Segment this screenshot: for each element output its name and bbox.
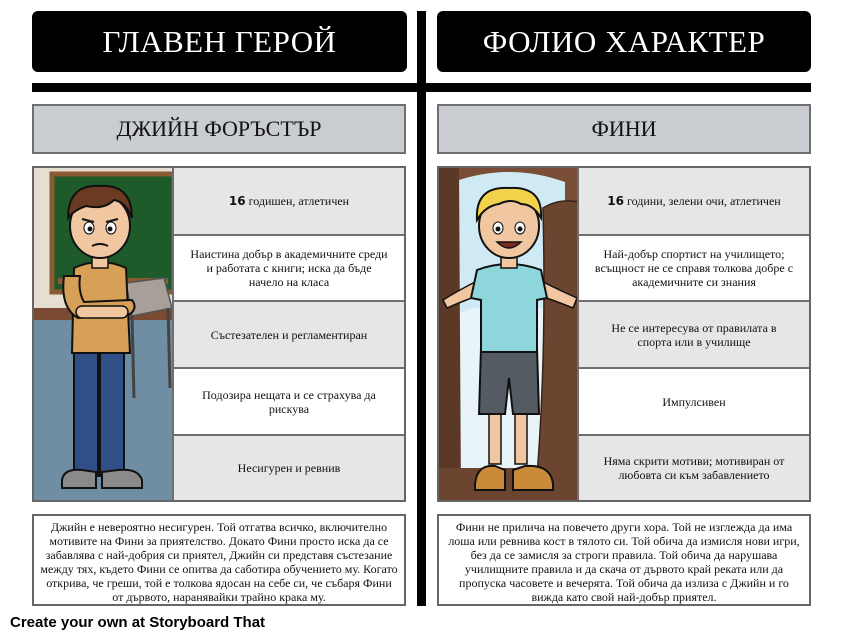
trait-text: Няма скрити мотиви; мотивиран от любовта си към забавлението <box>603 454 785 482</box>
protagonist-trait-2 <box>174 236 404 300</box>
trait-age: 16 <box>607 194 624 208</box>
foil-description: Фини не прилича на повечето други хора. Той не изглежда да има лоша или ревнива кост в тялото си. Той обича да измисля нови игри, без да се замисля за строги правила. Той обича да нарушава училищните правила и да скача от дървото край реката или да пропуска часовете и вечерята. Той обича да излиза с Джийн и го вижда като свой най-добър приятел. <box>437 514 811 606</box>
gene-illustration <box>34 168 174 500</box>
trait-text: Не се интересува от правилата в спорта или в училище <box>611 320 777 349</box>
trait-text: Несигурен и ревнив <box>237 461 341 475</box>
foil-trait-2 <box>579 236 809 300</box>
protagonist-panel <box>32 166 406 502</box>
foil-trait-3 <box>579 302 809 367</box>
trait-text: години, зелени очи, атлетичен <box>623 194 781 208</box>
foil-trait-4 <box>579 369 809 434</box>
protagonist-description: Джийн е невероятно несигурен. Той отгатва всичко, включително мотивите на Фини за приятелство. Докато Фини просто иска да се забавлява с най-добрия си приятел, Джийн си представя състезание между тях, където Фини се опитва да саботира обучението му. Когато открива, че греши, той е толкова ядосан на себе си, че събаря Фини от дървото, наранявайки трайно крака му. <box>32 514 406 606</box>
finny-illustration <box>439 168 579 500</box>
protagonist-heading: ГЛАВЕН ГЕРОЙ <box>32 11 407 72</box>
foil-heading: ФОЛИО ХАРАКТЕР <box>437 11 811 72</box>
foil-trait-5 <box>579 436 809 500</box>
foil-name: ФИНИ <box>437 104 811 154</box>
protagonist-trait-4 <box>174 369 404 434</box>
trait-age: 16 <box>228 194 246 208</box>
trait-text: Състезателен и регламентиран <box>210 327 368 342</box>
foil-trait-1 <box>579 168 809 234</box>
trait-text: годишен, атлетичен <box>245 194 350 208</box>
trait-text: Подозира нещата и се страхува да рискува <box>202 387 376 416</box>
storyboard-footer-link[interactable]: Create your own at Storyboard That <box>10 614 266 631</box>
protagonist-trait-3 <box>174 302 404 367</box>
protagonist-trait-5 <box>174 436 404 500</box>
trait-text: Импулсивен <box>662 394 726 409</box>
protagonist-name: ДЖИЙН ФОРЪСТЪР <box>32 104 406 154</box>
protagonist-trait-1 <box>174 168 404 234</box>
trait-text: Наистина добър в академичните среди и работата с книги; иска да бъде начело на класа <box>190 247 388 289</box>
vertical-divider <box>417 11 426 606</box>
foil-panel <box>437 166 811 502</box>
trait-text: Най-добър спортист на училището; всъщност не се справя толкова добре с академичните си знания <box>594 247 794 289</box>
